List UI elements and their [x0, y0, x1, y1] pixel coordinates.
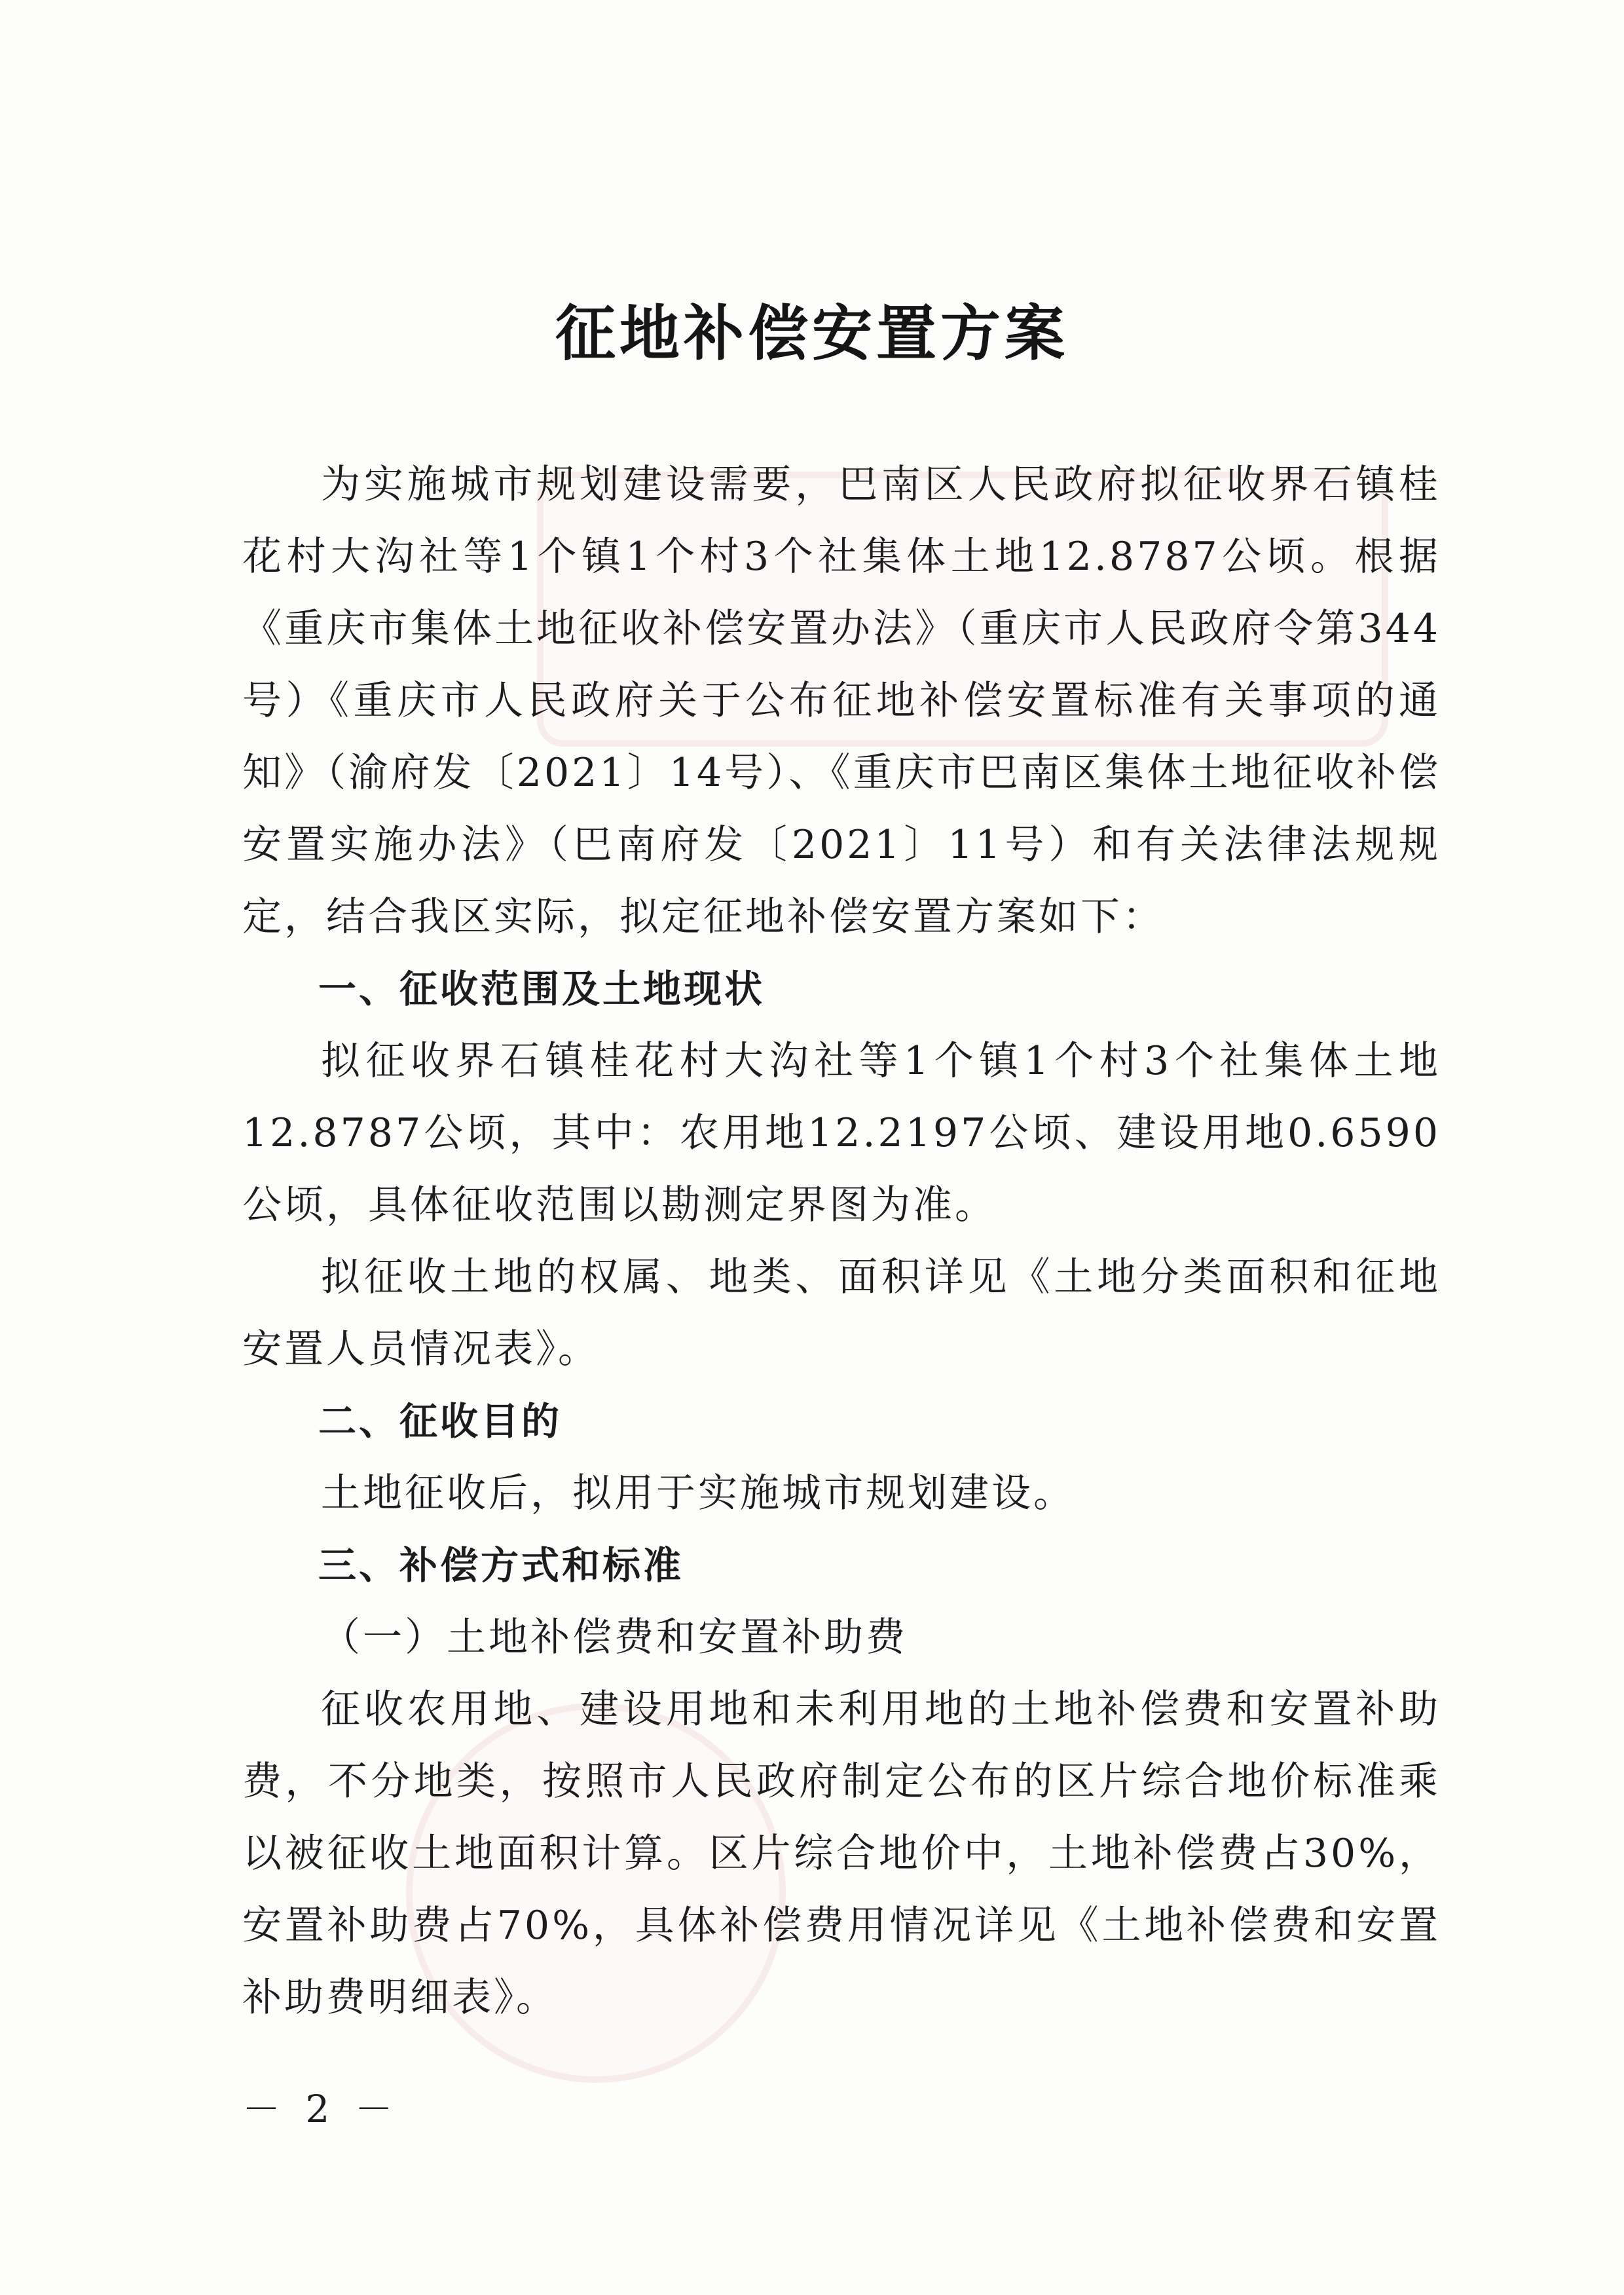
- land-details-paragraph: 拟征收土地的权属、地类、面积详见《土地分类面积和征地安置人员情况表》。: [242, 1254, 1441, 1372]
- section-heading-purpose: 二、征收目的: [318, 1399, 563, 1444]
- subsection-heading-land-compensation: （一）土地补偿费和安置补助费: [321, 1614, 908, 1660]
- page-number: － 2 －: [242, 2087, 399, 2131]
- document-body: [242, 449, 1441, 2034]
- document-title: 征地补偿安置方案: [555, 299, 1069, 369]
- section-heading-compensation: 三、补偿方式和标准: [318, 1543, 684, 1588]
- scope-paragraph: 拟征收界石镇桂花村大沟社等1个镇1个村3个社集体土地12.8787公顷，其中：农用地12.2197公顷、建设用地0.6590公顷，具体征收范围以勘测定界图为准。: [242, 1038, 1441, 1228]
- purpose-paragraph: 土地征收后，拟用于实施城市规划建设。: [321, 1470, 1075, 1516]
- intro-paragraph: 为实施城市规划建设需要，巴南区人民政府拟征收界石镇桂花村大沟社等1个镇1个村3个社集体土地12.8787公顷。根据《重庆市集体土地征收补偿安置办法》（重庆市人民政府令第344号）《重庆市人民政府关于公布征地补偿安置标准有关事项的通知》（渝府发〔2021〕14号）、《重庆市巴南区集体土地征收补偿安置实施办法》（巴南府发〔2021〕11号）和有关法律法规规定，结合我区实际，拟定征地补偿安置方案如下：: [242, 462, 1441, 940]
- section-heading-scope: 一、征收范围及土地现状: [318, 967, 766, 1011]
- compensation-paragraph: 征收农用地、建设用地和未利用地的土地补偿费和安置补助费，不分地类，按照市人民政府制定公布的区片综合地价标准乘以被征收土地面积计算。区片综合地价中，土地补偿费占30%，安置补助费占70%，具体补偿费用情况详见《土地补偿费和安置补助费明细表》。: [242, 1687, 1441, 2021]
